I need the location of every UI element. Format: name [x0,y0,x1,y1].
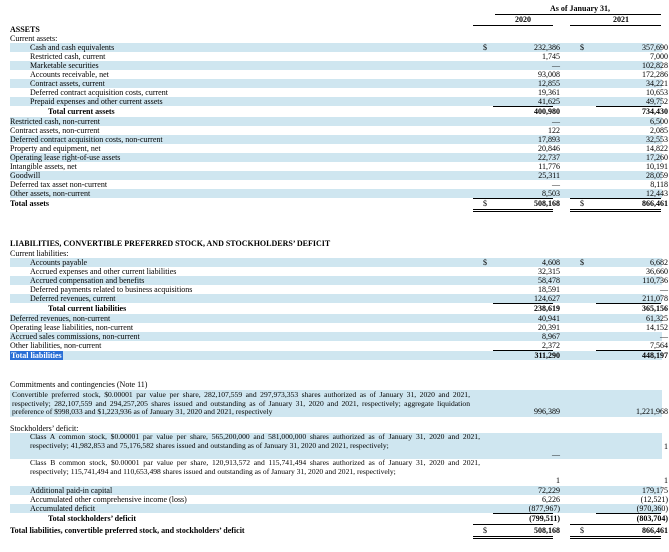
value-2021: 211,078 [642,294,668,303]
table-row [10,276,668,285]
line-item-label: Intangible assets, net [10,162,77,171]
value-2020: 12,855 [538,79,560,88]
value-2020: 18,591 [538,285,560,294]
value-2021: 12,443 [646,189,668,198]
value-2020: 1 [556,476,560,485]
table-row [10,52,668,61]
value-2020: 22,737 [538,153,560,162]
value-2020: (799,511) [529,514,560,523]
value-2021: 365,156 [642,304,668,313]
column-header-2020: 2020 [515,15,531,24]
line-item-label: Operating lease right-of-use assets [10,153,121,162]
value-2020: 20,391 [538,323,560,332]
line-item-label: Property and equipment, net [10,144,101,153]
total-current-liabilities-label: Total current liabilities [48,304,127,313]
currency-symbol: $ [483,258,487,267]
value-2021: 1 [664,442,668,451]
value-2021: — [660,332,668,341]
class-a-row [10,432,668,459]
table-row [10,70,668,79]
value-2021: 172,286 [642,70,668,79]
value-2020: 8,503 [542,189,560,198]
value-2021: 10,653 [646,88,668,97]
preferred-stock-text: Convertible preferred stock, $0.00001 par value per share, 282,107,559 and 297,973,353 shares authorized as of January 31, 2020 and 2021, respectively; 282,107,559 and 294,257,205 shares issued and outstanding as of January 31, 2020 and 2021, respectively; aggregate liquidation preference of $998,033 and $1,223,936 as of January 31, 2020 and 2021, respectively [12,390,470,416]
table-row [10,135,668,144]
value-2020: 93,008 [538,70,560,79]
value-2020: 122 [548,126,560,135]
table-row [10,285,668,294]
value-2020: 11,776 [538,162,560,171]
value-2021: 448,197 [642,351,668,360]
line-item-label: Deferred contract acquisition costs, non-current [10,135,163,144]
value-2021: 6,682 [650,258,668,267]
table-row [10,495,668,504]
total-rule-2021 [570,524,661,525]
value-2020: 232,386 [534,43,560,52]
value-2020: 1,745 [542,52,560,61]
line-item-label: Operating lease liabilities, non-current [10,323,134,332]
total-assets-label: Total assets [10,199,50,208]
total-rule-2020 [473,524,553,525]
table-row [10,258,668,267]
value-2021: 17,260 [646,153,668,162]
table-row [10,267,668,276]
line-item-label: Goodwill [10,171,41,180]
value-2021: 36,660 [646,267,668,276]
value-2021: (12,521) [640,495,668,504]
table-row [10,504,668,513]
value-2020: (877,967) [528,504,560,513]
double-rule-2021 [570,209,661,212]
total-current-assets-label: Total current assets [48,107,115,116]
value-2020: 124,627 [534,294,560,303]
value-2020: — [552,450,560,459]
grand-total-label: Total liabilities, convertible preferred stock, and stockholders’ deficit [10,526,245,535]
stockholders-deficit-label: Stockholders’ deficit: [10,424,79,433]
value-2021: 1,221,968 [636,407,668,416]
class-b-text: Class B common stock, $0.00001 par value per share, 120,913,572 and 115,741,494 shares authorized as of January 31, 2020 and 2021, respectively; 115,741,494 and 110,653,498 shares issued and outstanding as of January 31, 2020 and 2021, respectively; [30,458,480,476]
line-item-label: Other assets, non-current [10,189,91,198]
line-item-label: Contract assets, current [30,79,105,88]
value-2021: 61,325 [646,314,668,323]
value-2020: 20,846 [538,144,560,153]
value-2021: 110,736 [642,276,668,285]
currency-symbol: $ [580,43,584,52]
value-2020: 25,311 [538,171,560,180]
line-item-label: Cash and cash equivalents [30,43,115,52]
value-2020: 32,315 [538,267,560,276]
line-item-label: Deferred revenues, non-current [10,314,111,323]
line-item-label: Accounts payable [30,258,88,267]
currency-symbol: $ [483,526,487,535]
currency-symbol: $ [580,526,584,535]
value-2020: 400,980 [534,107,560,116]
as-of-header: As of January 31, [549,4,610,13]
value-2021: 34,221 [646,79,668,88]
table-row [10,294,668,303]
table-row [10,153,668,162]
value-2020: 40,941 [538,314,560,323]
line-item-label: Accumulated deficit [30,504,96,513]
value-2020: 238,619 [534,304,560,313]
line-item-label: Accrued compensation and benefits [30,276,145,285]
current-assets-label-row [10,34,662,43]
table-row [10,171,668,180]
table-row [10,341,668,350]
value-2021: 10,191 [646,162,668,171]
column-header-2021: 2021 [613,15,629,24]
value-2021: 1 [664,476,668,485]
value-2020: — [552,117,560,126]
line-item-label: Marketable securities [30,61,99,70]
commitments-label: Commitments and contingencies (Note 11) [10,380,148,389]
total-liabilities-label[interactable]: Total liabilities [11,351,62,360]
line-item-label: Accumulated other comprehensive income (loss) [30,495,187,504]
table-row [10,180,668,189]
value-2021: 32,553 [646,135,668,144]
value-2020: 508,168 [534,526,560,535]
line-item-label: Other liabilities, non-current [10,341,102,350]
value-2021: 179,175 [642,486,668,495]
line-item-label: Accounts receivable, net [30,70,109,79]
table-row [10,79,668,88]
value-2021: 8,118 [650,180,668,189]
value-2020: 508,168 [534,199,560,208]
table-row [10,189,668,198]
value-2020: 996,389 [534,407,560,416]
preferred-stock-row [10,390,668,417]
line-item-label: Deferred revenues, current [30,294,116,303]
table-row [10,117,668,126]
line-item-label: Prepaid expenses and other current assets [30,97,163,106]
current-assets-label: Current assets: [10,34,58,43]
line-item-label: Restricted cash, non-current [10,117,100,126]
class-b-row [10,458,668,485]
line-item-label: Deferred contract acquisition costs, current [30,88,168,97]
value-2021: 734,430 [642,107,668,116]
value-2020: 17,893 [538,135,560,144]
line-item-label: Accrued expenses and other current liabilities [30,267,177,276]
table-row [10,88,668,97]
value-2021: — [660,285,668,294]
table-row [10,43,668,52]
line-item-label: Accrued sales commissions, non-current [10,332,140,341]
table-row [10,97,668,106]
commitments-row [10,380,662,389]
currency-symbol: $ [483,199,487,208]
liabilities-title-row [10,239,662,248]
value-2020: 8,967 [542,332,560,341]
value-2021: 28,059 [646,171,668,180]
value-2020: 58,478 [538,276,560,285]
currency-symbol: $ [580,258,584,267]
value-2020: 19,361 [538,88,560,97]
table-row [10,323,668,332]
value-2020: 2,372 [542,341,560,350]
table-row [10,314,668,323]
value-2021: 866,461 [642,199,668,208]
line-item-label: Deferred tax asset non-current [10,180,108,189]
value-2021: (970,360) [636,504,668,513]
assets-title: ASSETS [10,25,40,34]
assets-title-row [10,25,662,34]
total-assets-row [10,199,668,208]
total-stockholders-deficit-label: Total stockholders’ deficit [48,514,136,523]
double-rule-2020 [473,536,553,539]
total-current-assets-row [10,107,668,116]
value-2020: 4,608 [542,258,560,267]
currency-symbol: $ [483,43,487,52]
line-item-label: Contract assets, non-current [10,126,100,135]
table-row [10,486,668,495]
liabilities-title: LIABILITIES, CONVERTIBLE PREFERRED STOCK, AND STOCKHOLDERS’ DEFICIT [10,239,331,248]
value-2021: 357,690 [642,43,668,52]
total-current-liabilities-row [10,304,668,313]
value-2021: 6,500 [650,117,668,126]
value-2020: 311,290 [534,351,560,360]
current-liabilities-label: Current liabilities: [10,249,69,258]
value-2020: 72,229 [538,486,560,495]
value-2021: 2,085 [650,126,668,135]
value-2021: 49,752 [646,97,668,106]
line-item-label: Restricted cash, current [30,52,106,61]
current-liabilities-label-row [10,249,662,258]
value-2020: — [552,180,560,189]
value-2021: 7,564 [650,341,668,350]
value-2020: 41,625 [538,97,560,106]
grand-total-row [10,526,668,535]
value-2020: — [552,61,560,70]
table-row [10,61,668,70]
value-2021: 866,461 [642,526,668,535]
value-2021: 14,822 [646,144,668,153]
double-rule-2020 [473,209,553,212]
table-row [10,162,668,171]
table-row [10,332,668,341]
currency-symbol: $ [580,199,584,208]
line-item-label: Deferred payments related to business acquisitions [30,285,193,294]
table-row [10,126,668,135]
table-row [10,144,668,153]
value-2021: 7,000 [650,52,668,61]
total-liabilities-row [10,351,668,360]
value-2021: (803,704) [636,514,668,523]
value-2021: 102,828 [642,61,668,70]
class-a-text: Class A common stock, $0.00001 par value per share, 565,200,000 and 581,000,000 shares authorized as of January 31, 2020 and 2021, respectively; 41,982,853 and 75,176,582 shares issued and outstanding as of January 31, 2020 and 2021, respectively; [30,432,480,450]
value-2021: 14,152 [646,323,668,332]
total-stockholders-deficit-row [10,514,668,523]
double-rule-2021 [570,536,661,539]
value-2020: 6,226 [542,495,560,504]
line-item-label: Additional paid-in capital [30,486,113,495]
